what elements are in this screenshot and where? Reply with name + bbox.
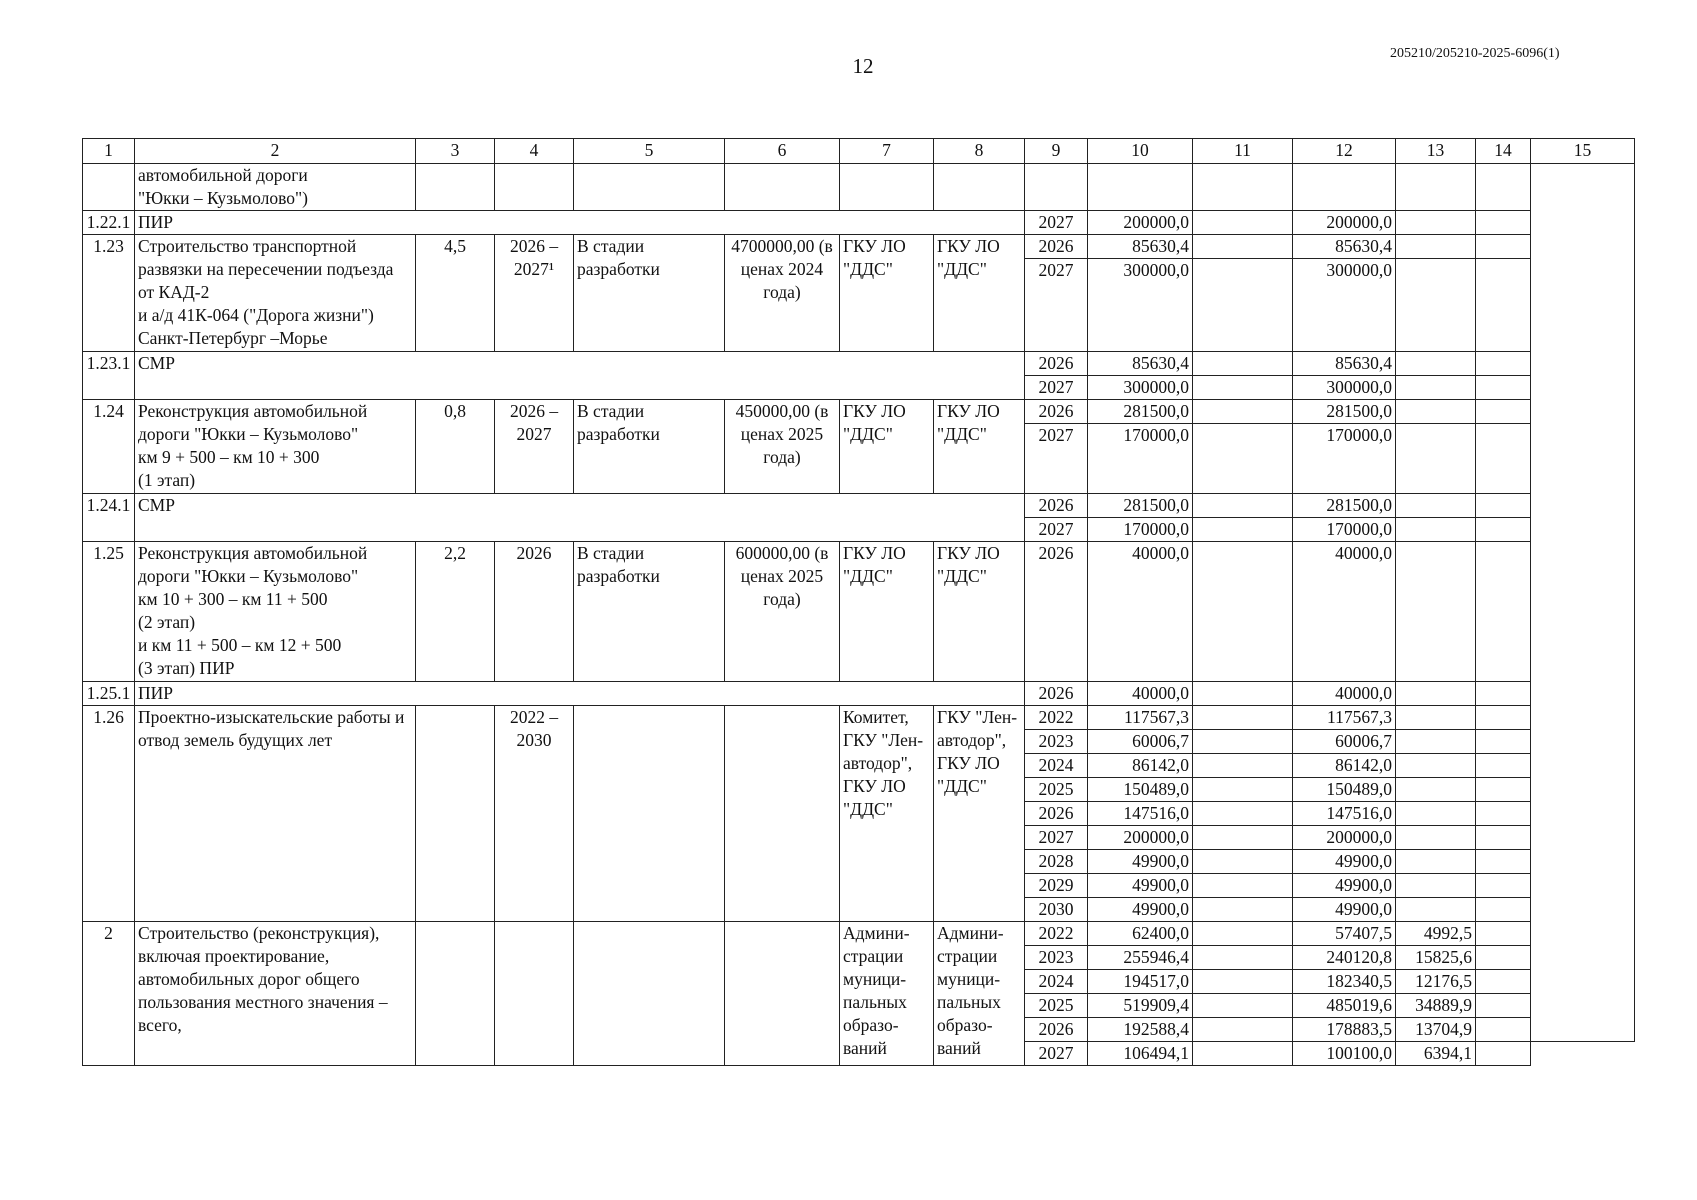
total-cell: 117567,3 [1088,706,1193,730]
contractor-cell: Админи-страции муници-пальных образо-ваний [934,922,1025,1066]
regional-cell: 40000,0 [1293,542,1396,682]
item-code: 2 [83,922,135,1066]
year-cell: 2027 [1025,211,1088,235]
item-name: автомобильной дороги "Юкки – Кузьмолово") [135,164,416,211]
regional-cell: 40000,0 [1293,682,1396,706]
item-code: 1.23 [83,235,135,352]
period-cell: 2026 – 2027¹ [495,235,574,352]
customer-cell: ГКУ ЛО "ДДС" [840,235,934,352]
regional-cell: 57407,5 [1293,922,1396,946]
year-cell: 2026 [1025,542,1088,682]
year-cell: 2026 [1025,1018,1088,1042]
header-cell: 10 [1088,139,1193,164]
customer-cell: ГКУ ЛО "ДДС" [840,542,934,682]
item-code: 1.26 [83,706,135,922]
year-cell: 2027 [1025,376,1088,400]
regional-cell: 182340,5 [1293,970,1396,994]
regional-cell: 49900,0 [1293,898,1396,922]
item-code: 1.23.1 [83,352,135,400]
local-cell: 15825,6 [1396,946,1476,970]
header-cell: 8 [934,139,1025,164]
regional-cell: 240120,8 [1293,946,1396,970]
table-row [83,494,1635,518]
year-cell: 2027 [1025,518,1088,542]
period-cell: 2026 – 2027 [495,400,574,494]
length-cell: 0,8 [416,400,495,494]
table-row [83,211,1635,235]
header-cell: 3 [416,139,495,164]
item-label: СМР [135,494,1025,542]
year-cell: 2028 [1025,850,1088,874]
total-cell: 147516,0 [1088,802,1193,826]
regional-cell: 200000,0 [1293,826,1396,850]
regional-cell: 281500,0 [1293,494,1396,518]
total-cell: 192588,4 [1088,1018,1193,1042]
total-cell: 255946,4 [1088,946,1193,970]
regional-cell: 85630,4 [1293,352,1396,376]
total-cell: 300000,0 [1088,376,1193,400]
contractor-cell: ГКУ ЛО "ДДС" [934,400,1025,494]
regional-cell: 281500,0 [1293,400,1396,424]
header-cell: 6 [725,139,840,164]
header-cell: 13 [1396,139,1476,164]
item-name: Строительство транспортной развязки на пересечении подъезда от КАД-2 и а/д 41К-064 ("Дорога жизни") Санкт-Петербург –Морье [135,235,416,352]
year-cell: 2024 [1025,970,1088,994]
regional-cell: 86142,0 [1293,754,1396,778]
total-cell: 150489,0 [1088,778,1193,802]
status-cell: В стадии разработки [574,235,725,352]
table-row [83,352,1635,376]
length-cell: 2,2 [416,542,495,682]
total-cell: 194517,0 [1088,970,1193,994]
year-cell: 2025 [1025,778,1088,802]
regional-cell: 150489,0 [1293,778,1396,802]
customer-cell: Админи-страции муници-пальных образо-ваний [840,922,934,1066]
item-label: ПИР [135,211,1025,235]
total-cell: 170000,0 [1088,518,1193,542]
regional-cell: 178883,5 [1293,1018,1396,1042]
table-row [83,682,1635,706]
local-cell: 34889,9 [1396,994,1476,1018]
year-cell: 2022 [1025,706,1088,730]
year-cell: 2025 [1025,994,1088,1018]
table-row [83,400,1635,424]
total-cell: 106494,1 [1088,1042,1193,1066]
customer-cell: Комитет, ГКУ "Лен-автодор", ГКУ ЛО "ДДС" [840,706,934,922]
length-cell: 4,5 [416,235,495,352]
table-row [83,235,1635,259]
regional-cell: 49900,0 [1293,874,1396,898]
total-cell: 200000,0 [1088,826,1193,850]
regional-cell: 147516,0 [1293,802,1396,826]
cost-cell: 4700000,00 (в ценах 2024 года) [725,235,840,352]
status-cell: В стадии разработки [574,542,725,682]
total-cell: 519909,4 [1088,994,1193,1018]
local-cell: 6394,1 [1396,1042,1476,1066]
total-cell: 281500,0 [1088,400,1193,424]
year-cell: 2026 [1025,802,1088,826]
table-row [83,542,1635,682]
total-cell: 86142,0 [1088,754,1193,778]
item-name: Строительство (реконструкция), включая проектирование, автомобильных дорог общего пользования местного значения – всего, [135,922,416,1066]
table-row [83,706,1635,730]
year-cell: 2024 [1025,754,1088,778]
header-cell: 7 [840,139,934,164]
year-cell: 2027 [1025,259,1088,352]
program-table [82,138,1635,1066]
contractor-cell: ГКУ ЛО "ДДС" [934,235,1025,352]
item-code: 1.24.1 [83,494,135,542]
item-name: Реконструкция автомобильной дороги "Юкки – Кузьмолово" км 10 + 300 – км 11 + 500 (2 этап) и км 11 + 500 – км 12 + 500 (3 этап) ПИР [135,542,416,682]
regional-cell: 60006,7 [1293,730,1396,754]
total-cell: 40000,0 [1088,682,1193,706]
item-code: 1.25.1 [83,682,135,706]
local-cell: 13704,9 [1396,1018,1476,1042]
item-name: Реконструкция автомобильной дороги "Юкки – Кузьмолово" км 9 + 500 – км 10 + 300 (1 этап) [135,400,416,494]
regional-cell: 117567,3 [1293,706,1396,730]
table-row [83,164,1635,211]
header-cell: 12 [1293,139,1396,164]
total-cell: 62400,0 [1088,922,1193,946]
year-cell: 2027 [1025,424,1088,494]
customer-cell: ГКУ ЛО "ДДС" [840,400,934,494]
total-cell: 300000,0 [1088,259,1193,352]
header-cell: 2 [135,139,416,164]
year-cell: 2027 [1025,826,1088,850]
header-cell: 9 [1025,139,1088,164]
regional-cell: 85630,4 [1293,235,1396,259]
total-cell: 85630,4 [1088,352,1193,376]
year-cell: 2023 [1025,730,1088,754]
item-label: ПИР [135,682,1025,706]
regional-cell: 170000,0 [1293,518,1396,542]
item-code: 1.25 [83,542,135,682]
total-cell: 60006,7 [1088,730,1193,754]
year-cell: 2023 [1025,946,1088,970]
header-cell: 5 [574,139,725,164]
year-cell: 2022 [1025,922,1088,946]
local-cell: 4992,5 [1396,922,1476,946]
year-cell: 2026 [1025,235,1088,259]
header-cell: 15 [1531,139,1635,164]
year-cell: 2029 [1025,874,1088,898]
document-id: 205210/205210-2025-6096(1) [1390,46,1560,61]
status-cell: В стадии разработки [574,400,725,494]
regional-cell: 485019,6 [1293,994,1396,1018]
regional-cell: 49900,0 [1293,850,1396,874]
header-cell: 11 [1193,139,1293,164]
item-label: СМР [135,352,1025,400]
period-cell: 2022 – 2030 [495,706,574,922]
year-cell: 2027 [1025,1042,1088,1066]
year-cell: 2030 [1025,898,1088,922]
item-code: 1.24 [83,400,135,494]
header-cell: 14 [1476,139,1531,164]
item-code: 1.22.1 [83,211,135,235]
total-cell: 40000,0 [1088,542,1193,682]
local-cell: 12176,5 [1396,970,1476,994]
table-row [83,922,1635,946]
total-cell: 85630,4 [1088,235,1193,259]
regional-cell: 170000,0 [1293,424,1396,494]
regional-cell: 300000,0 [1293,376,1396,400]
regional-cell: 200000,0 [1293,211,1396,235]
page-number: 12 [852,54,874,78]
total-cell: 170000,0 [1088,424,1193,494]
total-cell: 49900,0 [1088,850,1193,874]
header-cell: 4 [495,139,574,164]
total-cell: 281500,0 [1088,494,1193,518]
contractor-cell: ГКУ ЛО "ДДС" [934,542,1025,682]
header-cell: 1 [83,139,135,164]
regional-cell: 300000,0 [1293,259,1396,352]
total-cell: 49900,0 [1088,898,1193,922]
item-name: Проектно-изыскательские работы и отвод земель будущих лет [135,706,416,922]
year-cell: 2026 [1025,682,1088,706]
year-cell: 2026 [1025,352,1088,376]
year-cell: 2026 [1025,400,1088,424]
regional-cell: 100100,0 [1293,1042,1396,1066]
cost-cell: 450000,00 (в ценах 2025 года) [725,400,840,494]
total-cell: 49900,0 [1088,874,1193,898]
year-cell: 2026 [1025,494,1088,518]
period-cell: 2026 [495,542,574,682]
total-cell: 200000,0 [1088,211,1193,235]
cost-cell: 600000,00 (в ценах 2025 года) [725,542,840,682]
contractor-cell: ГКУ "Лен-автодор", ГКУ ЛО "ДДС" [934,706,1025,922]
header-row [83,139,1635,164]
